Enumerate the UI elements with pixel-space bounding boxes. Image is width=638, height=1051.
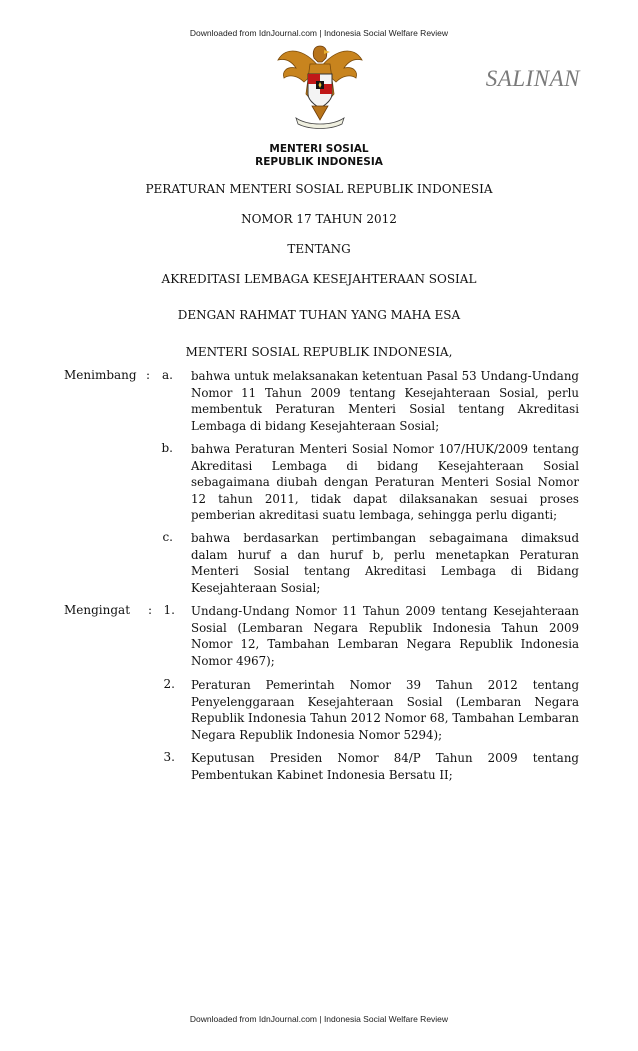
mengingat-marker-2: 2. <box>163 677 175 691</box>
mengingat-colon: : <box>148 603 153 617</box>
menimbang-item-c: bahwa berdasarkan pertimbangan sebagaimana dimaksud dalam huruf a dan huruf b, perlu menetapkan Peraturan Menteri Sosial tentang Akreditasi Lembaga di Bidang Kesejahteraan Sosial; <box>191 531 579 595</box>
mengingat-marker-1: 1. <box>163 603 175 617</box>
mengingat-label: Mengingat <box>64 603 131 617</box>
issuer-line: MENTERI SOSIAL REPUBLIK INDONESIA, <box>185 345 453 359</box>
regulation-title: PERATURAN MENTERI SOSIAL REPUBLIK INDONESIA <box>145 182 493 196</box>
watermark-bottom: Downloaded from IdnJournal.com | Indonesia Social Welfare Review <box>189 1014 449 1024</box>
mengingat-item-3: Keputusan Presiden Nomor 84/P Tahun 2009 tentang Pembentukan Kabinet Indonesia Bersatu II; <box>191 751 579 782</box>
menimbang-marker-c: c. <box>162 530 173 544</box>
menimbang-item-a: bahwa untuk melaksanakan ketentuan Pasal 53 Undang-Undang Nomor 11 Tahun 2009 tentang Kesejahteraan Sosial, perlu membentuk Peraturan Menteri Sosial tentang Akreditasi Lembaga di bidang Kesejahteraan Sosial; <box>191 369 579 433</box>
regulation-subject: AKREDITASI LEMBAGA KESEJAHTERAAN SOSIAL <box>161 272 477 286</box>
mengingat-marker-3: 3. <box>163 750 175 764</box>
menimbang-colon: : <box>146 368 151 382</box>
regulation-number: NOMOR 17 TAHUN 2012 <box>241 212 397 226</box>
garuda-emblem-icon <box>274 38 366 130</box>
regulation-about: TENTANG <box>287 242 351 256</box>
salinan-stamp: SALINAN <box>485 66 580 91</box>
minister-title: MENTERI SOSIAL <box>269 143 369 155</box>
minister-republic: REPUBLIK INDONESIA <box>255 156 383 168</box>
menimbang-item-b: bahwa Peraturan Menteri Sosial Nomor 107/HUK/2009 tentang Akreditasi Lembaga di bidang Kesejahteraan Sosial sebagaimana diubah dengan Peraturan Menteri Sosial Nomor 12 tahun 2011, tidak dapat dilaksanakan sesuai proses pemberian akreditasi suatu lembaga, sehingga perlu diganti; <box>191 442 579 522</box>
menimbang-marker-a: a. <box>162 368 173 382</box>
mengingat-item-1: Undang-Undang Nomor 11 Tahun 2009 tentang Kesejahteraan Sosial (Lembaran Negara Republik Indonesia Tahun 2009 Nomor 12, Tambahan Lembaran Negara Republik Indonesia Nomor 4967); <box>191 604 579 668</box>
blessing-line: DENGAN RAHMAT TUHAN YANG MAHA ESA <box>177 308 461 322</box>
menimbang-label: Menimbang <box>64 368 137 382</box>
watermark-top: Downloaded from IdnJournal.com | Indonesia Social Welfare Review <box>189 28 449 38</box>
menimbang-marker-b: b. <box>161 441 173 455</box>
mengingat-item-2: Peraturan Pemerintah Nomor 39 Tahun 2012 tentang Penyelenggaraan Kesejahteraan Sosial (Lembaran Negara Republik Indonesia Tahun 2012 Nomor 68, Tambahan Lembaran Negara Republik Indonesia Nomor 5294); <box>191 678 579 742</box>
